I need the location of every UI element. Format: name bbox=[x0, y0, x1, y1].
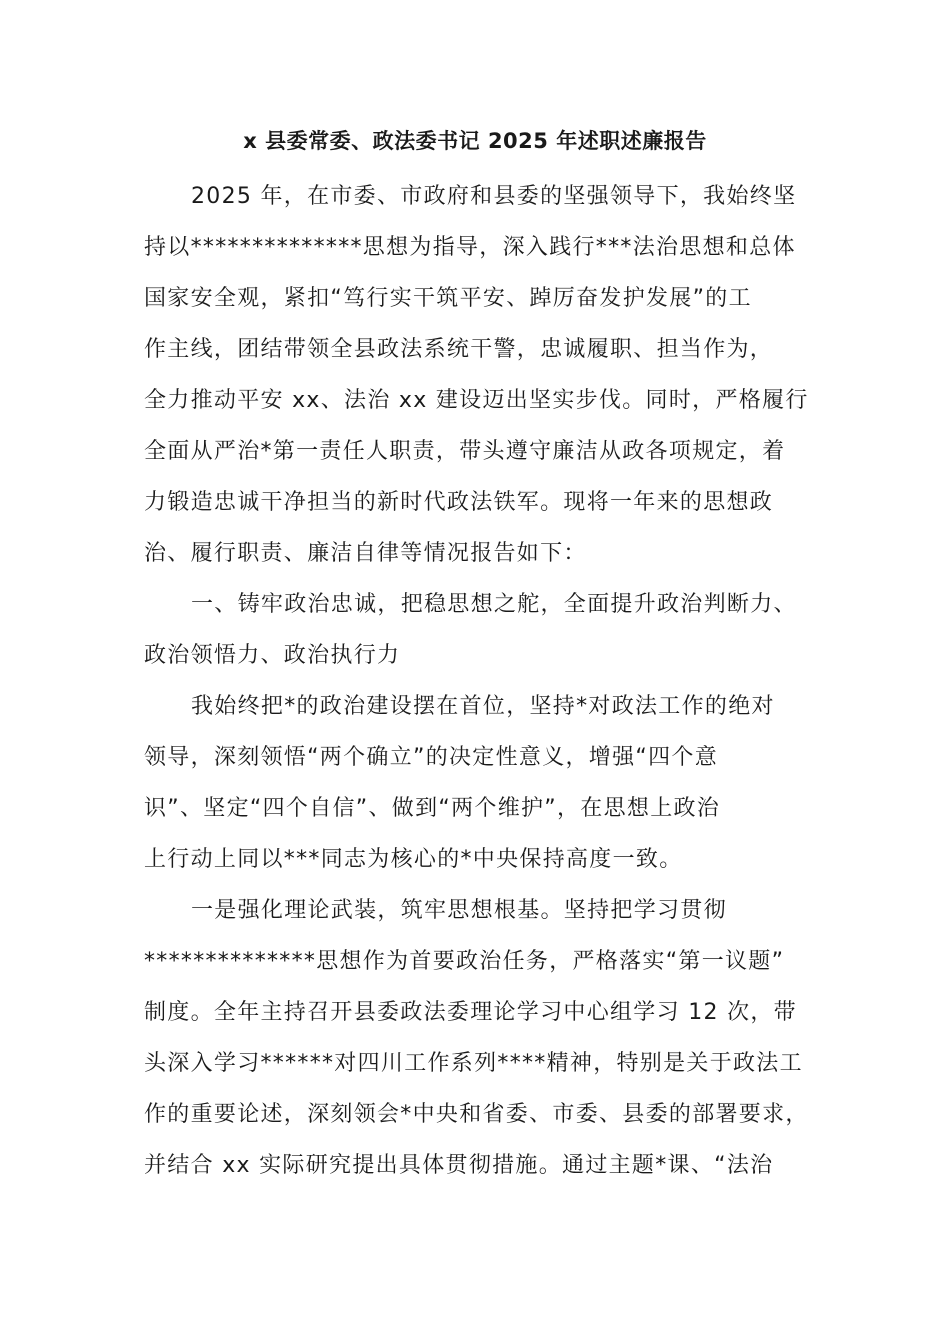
text-line: 制度。全年主持召开县委政法委理论学习中心组学习 12 次，带 bbox=[144, 1000, 797, 1025]
text-line: 2025 年，在市委、市政府和县委的坚强领导下，我始终坚 bbox=[191, 184, 797, 209]
text-line: 识”、坚定“四个自信”、做到“两个维护”，在思想上政治 bbox=[144, 796, 721, 821]
document-title: x 县委常委、政法委书记 2025 年述职述廉报告 bbox=[243, 129, 707, 153]
text-line: 我始终把*的政治建设摆在首位，坚持*对政法工作的绝对 bbox=[191, 694, 775, 719]
text-line: 作主线，团结带领全县政法系统干警，忠诚履职、担当作为， bbox=[144, 337, 774, 362]
text-line: **************思想作为首要政治任务，严格落实“第一议题” bbox=[144, 949, 785, 974]
document-body bbox=[144, 178, 812, 1198]
text-line: 全力推动平安 xx、法治 xx 建设迈出坚实步伐。同时，严格履行 bbox=[144, 388, 809, 413]
section-heading-line: 一、铸牢政治忠诚，把稳思想之舵，全面提升政治判断力、 bbox=[191, 592, 797, 617]
text-line: 全面从严治*第一责任人职责，带头遵守廉洁从政各项规定，着 bbox=[144, 439, 786, 464]
text-line: 持以**************思想为指导，深入践行***法治思想和总体 bbox=[144, 235, 796, 260]
text-line: 头深入学习******对四川工作系列****精神，特别是关于政法工 bbox=[144, 1051, 803, 1076]
section-heading-line: 政治领悟力、政治执行力 bbox=[144, 643, 401, 668]
text-line: 力锻造忠诚干净担当的新时代政法铁军。现将一年来的思想政 bbox=[144, 490, 774, 515]
text-line: 并结合 xx 实际研究提出具体贯彻措施。通过主题*课、“法治 bbox=[144, 1153, 774, 1178]
text-line: 国家安全观，紧扣“笃行实干筑平安、踔厉奋发护发展”的工 bbox=[144, 286, 752, 311]
text-line: 上行动上同以***同志为核心的*中央保持高度一致。 bbox=[144, 847, 683, 872]
text-line: 一是强化理论武装，筑牢思想根基。坚持把学习贯彻 bbox=[191, 898, 727, 923]
text-line: 作的重要论述，深刻领会*中央和省委、市委、县委的部署要求， bbox=[144, 1102, 809, 1127]
text-line: 领导，深刻领悟“两个确立”的决定性意义，增强“四个意 bbox=[144, 745, 718, 770]
text-line: 治、履行职责、廉洁自律等情况报告如下： bbox=[144, 541, 587, 566]
